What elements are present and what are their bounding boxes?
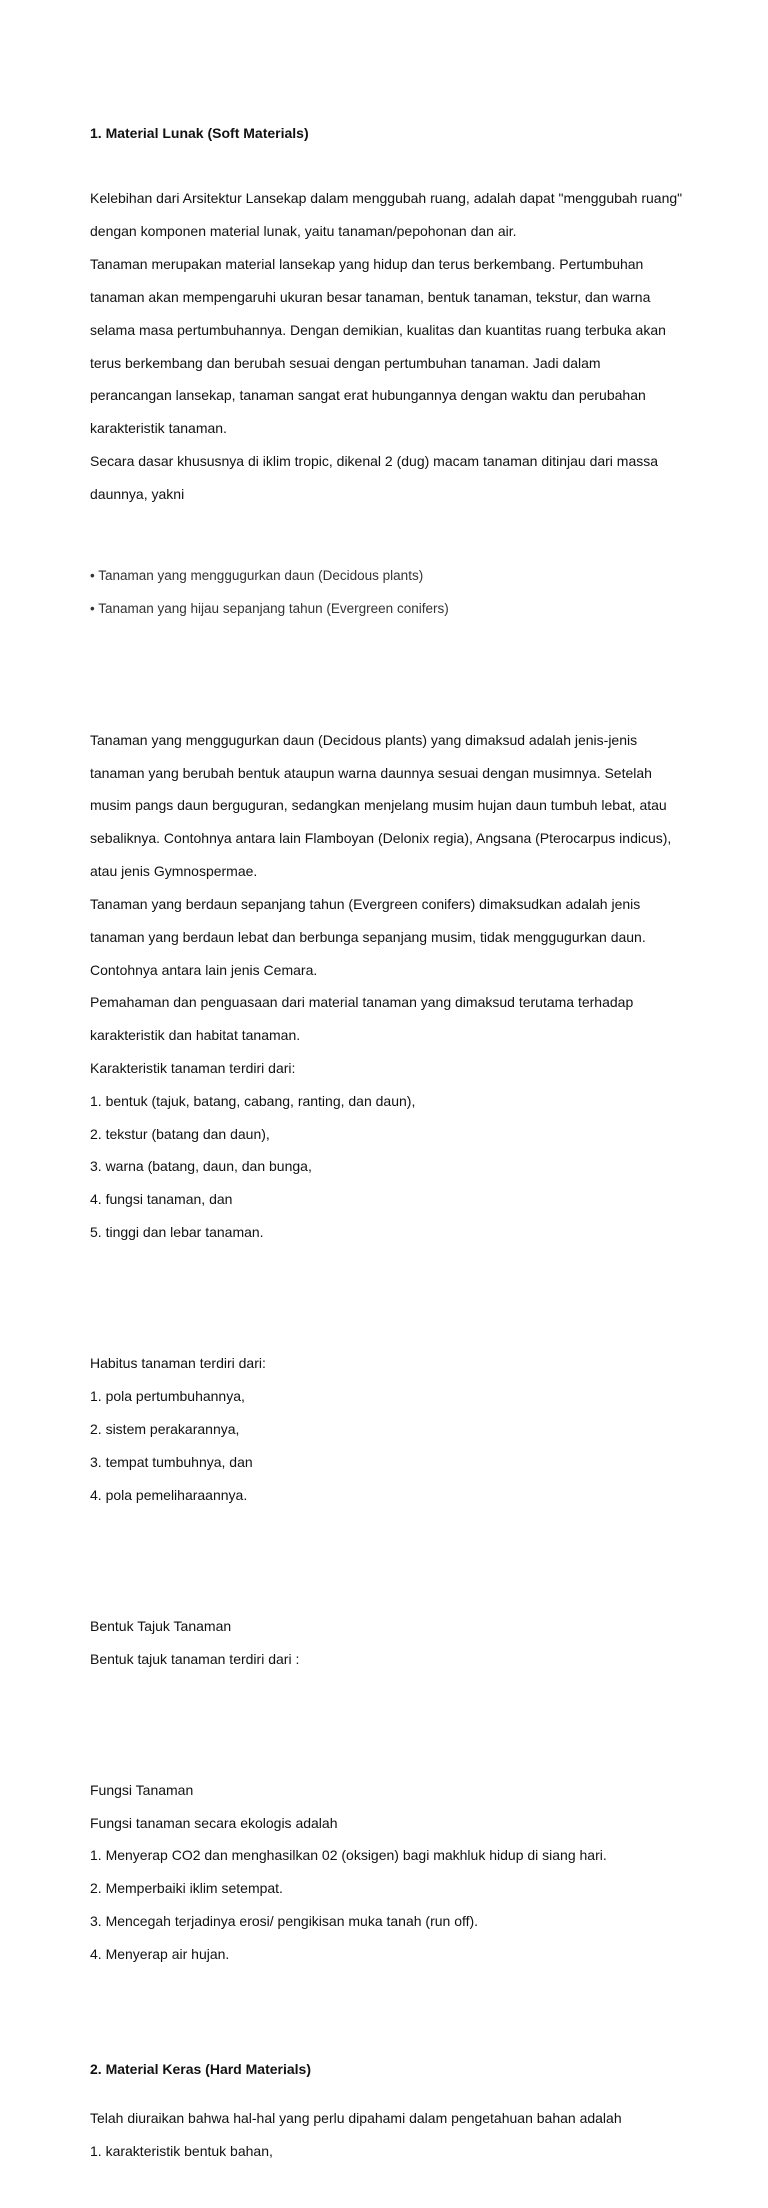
list-item: 4. pola pemeliharaannya. bbox=[90, 1486, 248, 1503]
list-item: 3. Mencegah terjadinya erosi/ pengikisan muka tanah (run off). bbox=[90, 1913, 479, 1930]
list-item: 1. Menyerap CO2 dan menghasilkan 02 (oksigen) bagi makhluk hidup di siang hari. bbox=[90, 1847, 607, 1864]
paragraph-spacer bbox=[90, 1552, 730, 1568]
section-heading-hard-materials: 2. Material Keras (Hard Materials) bbox=[90, 2060, 311, 2077]
text-line: Pemahaman dan penguasaan dari material tanaman yang dimaksud terutama terhadap bbox=[90, 994, 634, 1011]
text-line: Habitus tanaman terdiri dari: bbox=[90, 1355, 266, 1372]
soft-intro-paragraph bbox=[90, 174, 730, 519]
list-item: 1. pola pertumbuhannya, bbox=[90, 1388, 245, 1405]
text-line: musim pangs daun berguguran, sedangkan menjelang musim hujan daun tumbuh lebat, atau bbox=[90, 797, 667, 814]
bullet-item-decidous: • Tanaman yang menggugurkan daun (Decidous plants) bbox=[90, 567, 424, 583]
list-item: 2. sistem perakarannya, bbox=[90, 1420, 240, 1437]
text-line: Kelebihan dari Arsitektur Lansekap dalam menggubah ruang, adalah dapat "menggubah ruang" bbox=[90, 190, 683, 207]
text-line: Tanaman yang berdaun sepanjang tahun (Evergreen conifers) dimaksudkan adalah jenis bbox=[90, 895, 641, 912]
text-line: Secara dasar khususnya di iklim tropic, dikenal 2 (dug) macam tanaman ditinjau dari massa bbox=[90, 452, 659, 469]
list-item: 1. bentuk (tajuk, batang, cabang, ranting, dan daun), bbox=[90, 1092, 416, 1109]
paragraph-spacer bbox=[90, 666, 730, 682]
subheading-fungsi-tanaman: Fungsi Tanaman bbox=[90, 1781, 194, 1798]
list-item: 2. Memperbaiki iklim setempat. bbox=[90, 1880, 283, 1897]
text-line: Telah diuraikan bahwa hal-hal yang perlu dipahami dalam pengetahuan bahan adalah bbox=[90, 2109, 622, 2126]
text-line: sebaliknya. Contohnya antara lain Flamboyan (Delonix regia), Angsana (Pterocarpus indicus), bbox=[90, 830, 672, 847]
subheading-bentuk-tajuk: Bentuk Tajuk Tanaman bbox=[90, 1617, 232, 1634]
text-line: dengan komponen material lunak, yaitu tanaman/pepohonan dan air. bbox=[90, 223, 517, 240]
hard-body-paragraph bbox=[90, 2093, 730, 2175]
soft-body-paragraph bbox=[90, 715, 730, 1256]
text-line: atau jenis Gymnospermae. bbox=[90, 863, 258, 880]
text-line: daunnya, yakni bbox=[90, 485, 185, 502]
paragraph-spacer bbox=[90, 1290, 730, 1306]
list-item: 3. warna (batang, daun, dan bunga, bbox=[90, 1158, 312, 1175]
bullet-item-evergreen: • Tanaman yang hijau sepanjang tahun (Evergreen conifers) bbox=[90, 600, 449, 616]
text-line: perancangan lansekap, tanaman sangat erat hubungannya dengan waktu dan perubahan bbox=[90, 387, 646, 404]
bentuk-tajuk-block bbox=[90, 1601, 730, 1683]
list-item: 4. fungsi tanaman, dan bbox=[90, 1191, 233, 1208]
paragraph-spacer bbox=[90, 2011, 730, 2027]
list-item: 2. tekstur (batang dan daun), bbox=[90, 1125, 270, 1142]
plant-type-bullet-list bbox=[90, 551, 730, 633]
text-line: karakteristik dan habitat tanaman. bbox=[90, 1027, 301, 1044]
text-line: karakteristik tanaman. bbox=[90, 420, 227, 437]
text-line: Bentuk tajuk tanaman terdiri dari : bbox=[90, 1650, 300, 1667]
habitus-list bbox=[90, 1339, 730, 1519]
section-heading-soft-materials: 1. Material Lunak (Soft Materials) bbox=[90, 124, 309, 141]
text-line: Fungsi tanaman secara ekologis adalah bbox=[90, 1814, 338, 1831]
text-line: Tanaman merupakan material lansekap yang hidup dan terus berkembang. Pertumbuhan bbox=[90, 256, 644, 273]
text-line: Contohnya antara lain jenis Cemara. bbox=[90, 961, 318, 978]
text-line: tanaman yang berdaun lebat dan berbunga sepanjang musim, tidak menggugurkan daun. bbox=[90, 928, 646, 945]
fungsi-tanaman-block bbox=[90, 1765, 730, 1978]
text-line: tanaman akan mempengaruhi ukuran besar tanaman, bentuk tanaman, tekstur, dan warna bbox=[90, 288, 651, 305]
text-line: Tanaman yang menggugurkan daun (Decidous plants) yang dimaksud adalah jenis-jenis bbox=[90, 731, 638, 748]
paragraph-spacer bbox=[90, 1716, 730, 1732]
text-line: tanaman yang berubah bentuk ataupun warna daunnya sesuai dengan musimnya. Setelah bbox=[90, 764, 652, 781]
list-item: 3. tempat tumbuhnya, dan bbox=[90, 1453, 253, 1470]
text-line: selama masa pertumbuhannya. Dengan demikian, kualitas dan kuantitas ruang terbuka akan bbox=[90, 321, 666, 338]
list-item: 1. karakteristik bentuk bahan, bbox=[90, 2142, 273, 2159]
document-page bbox=[90, 92, 730, 2208]
text-line: terus berkembang dan berubah sesuai dengan pertumbuhan tanaman. Jadi dalam bbox=[90, 354, 601, 371]
text-line: Karakteristik tanaman terdiri dari: bbox=[90, 1059, 296, 1076]
list-item: 5. tinggi dan lebar tanaman. bbox=[90, 1224, 264, 1241]
list-item: 4. Menyerap air hujan. bbox=[90, 1945, 230, 1962]
